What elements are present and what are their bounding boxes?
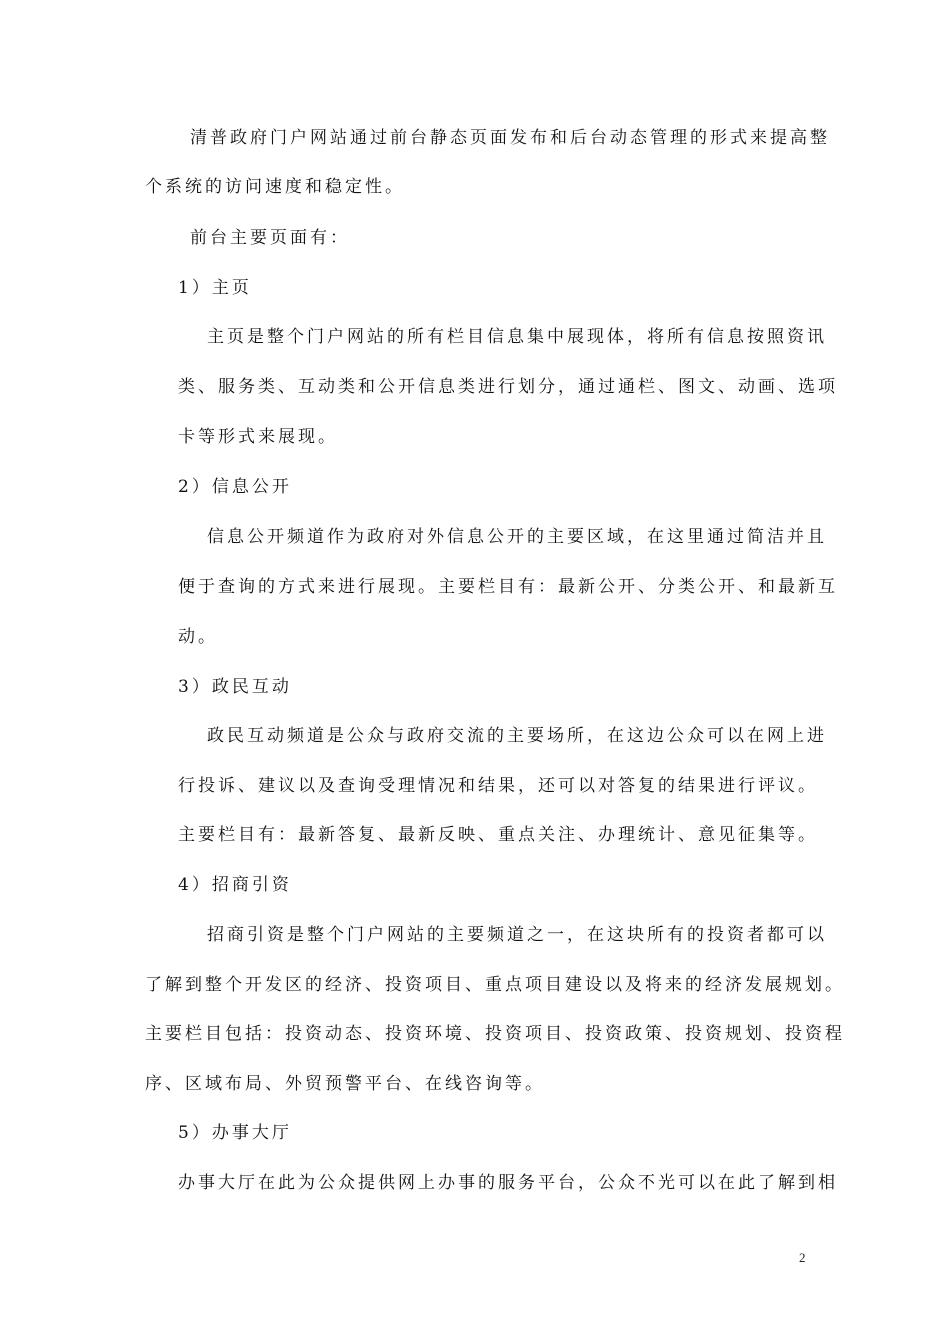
section-service-line-1: 办事大厅在此为公众提供网上办事的服务平台，公众不光可以在此了解到相 [178,1173,838,1193]
section-home-line-1: 主页是整个门户网站的所有栏目信息集中展现体，将所有信息按照资讯 [207,327,827,347]
section-info-line-1: 信息公开频道作为政府对外信息公开的主要区域，在这里通过简洁并且 [207,527,827,547]
section-heading-service-hall: 5）办事大厅 [178,1123,292,1143]
section-interaction-line-3: 主要栏目有：最新答复、最新反映、重点关注、办理统计、意见征集等。 [178,825,818,845]
section-investment-line-2: 了解到整个开发区的经济、投资项目、重点项目建设以及将来的经济发展规划。 [145,975,845,995]
section-interaction-line-2: 行投诉、建议以及查询受理情况和结果，还可以对答复的结果进行评议。 [178,776,818,796]
page-number: 2 [799,1250,806,1265]
intro-line-2: 个系统的访问速度和稳定性。 [145,177,405,197]
front-pages-heading: 前台主要页面有： [190,228,350,248]
section-info-line-2: 便于查询的方式来进行展现。主要栏目有：最新公开、分类公开、和最新互 [178,577,838,597]
section-heading-interaction: 3）政民互动 [178,677,292,697]
section-investment-line-1: 招商引资是整个门户网站的主要频道之一，在这块所有的投资者都可以 [207,925,827,945]
section-home-line-2: 类、服务类、互动类和公开信息类进行划分，通过通栏、图文、动画、选项 [178,377,838,397]
intro-line-1: 清普政府门户网站通过前台静态页面发布和后台动态管理的形式来提高整 [190,128,830,148]
section-interaction-line-1: 政民互动频道是公众与政府交流的主要场所，在这边公众可以在网上进 [207,726,827,746]
section-investment-line-4: 序、区域布局、外贸预警平台、在线咨询等。 [145,1074,545,1094]
section-info-line-3: 动。 [178,627,218,647]
section-heading-investment: 4）招商引资 [178,875,292,895]
section-home-line-3: 卡等形式来展现。 [178,427,338,447]
section-heading-home: 1）主页 [178,278,252,298]
section-investment-line-3: 主要栏目包括：投资动态、投资环境、投资项目、投资政策、投资规划、投资程 [145,1024,845,1044]
section-heading-info-disclosure: 2）信息公开 [178,477,292,497]
